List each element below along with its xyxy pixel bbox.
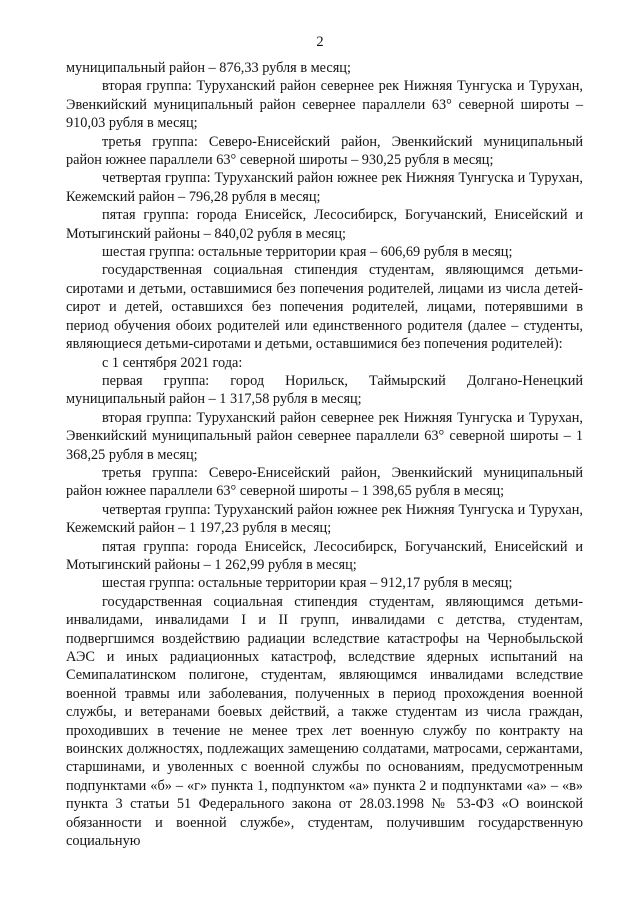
- paragraph: шестая группа: остальные территории края – 606,69 рубля в месяц;: [102, 244, 513, 261]
- paragraph: четвертая группа: Туруханский район южнее рек Нижняя Тунгуска и Турухан, Кежемский район – 796,28 рубля в месяц;: [66, 170, 583, 205]
- paragraph: вторая группа: Туруханский район севернее рек Нижняя Тунгуска и Турухан, Эвенкийский муниципальный район севернее параллели 63° северной широты – 1 368,25 рубля в месяц;: [66, 409, 583, 463]
- paragraph: третья группа: Северо-Енисейский район, Эвенкийский муниципальный район южнее параллели 63° северной широты – 1 398,65 рубля в месяц;: [66, 464, 583, 500]
- paragraph: шестая группа: остальные территории края – 912,17 рубля в месяц;: [102, 575, 513, 592]
- paragraph: вторая группа: Туруханский район севернее рек Нижняя Тунгуска и Турухан, Эвенкийский муниципальный район севернее параллели 63° северной широты – 910,03 рубля в месяц;: [66, 78, 583, 132]
- paragraph: третья группа: Северо-Енисейский район, Эвенкийский муниципальный район южнее параллели 63° северной широты – 930,25 рубля в месяц;: [66, 133, 583, 169]
- paragraph: первая группа: город Норильск, Таймырский Долгано-Ненецкий муниципальный район – 1 317,58 рубля в месяц;: [66, 372, 583, 408]
- paragraph: пятая группа: города Енисейск, Лесосибирск, Богучанский, Енисейский и Мотыгинский районы – 840,02 рубля в месяц;: [66, 207, 583, 242]
- paragraph: муниципальный район – 876,33 рубля в месяц;: [66, 60, 351, 76]
- document-body: [66, 59, 583, 850]
- page-number: 2: [316, 34, 324, 50]
- paragraph: государственная социальная стипендия студентам, являющимся детьми-сиротами и детьми, оставшимися без попечения родителей, лицами из числа детей-сирот и детей, оставшихся без попечения родителей, лицами, потерявшими в период обучения обоих родителей или единственного родителя (далее – студенты, являющиеся детьми-сиротами и детьми, оставшимися без попечения родителей):: [66, 262, 583, 353]
- paragraph: четвертая группа: Туруханский район южнее рек Нижняя Тунгуска и Турухан, Кежемский район – 1 197,23 рубля в месяц;: [66, 501, 583, 537]
- paragraph: с 1 сентября 2021 года:: [102, 354, 243, 371]
- paragraph: государственная социальная стипендия студентам, являющимся детьми-инвалидами, инвалидами I и II групп, инвалидами с детства, студентам, подвергшимся воздействию радиации вследствие катастрофы на Чернобыльской АЭС и иных радиационных катастроф, вследствие ядерных испытаний на Семипалатинском полигоне, студентам, являющимся инвалидами вследствие военной травмы или заболевания, полученных в период прохождения военной службы, и ветеранами боевых действий, а также студентам из числа граждан, проходивших в течение не менее трех лет военную службу по контракту на воинских должностях, подлежащих замещению солдатами, матросами, сержантами, старшинами, и уволенных с военной службы по основаниям, предусмотренным подпунктами «б» – «г» пункта 1, подпунктом «а» пункта 2 и подпунктами «а» – «в» пункта 3 статьи 51 Федерального закона от 28.03.1998 № 53-ФЗ «О воинской обязанности и военной службе», студентам, получившим государственную социальную: [66, 593, 583, 850]
- paragraph: пятая группа: города Енисейск, Лесосибирск, Богучанский, Енисейский и Мотыгинский районы – 1 262,99 рубля в месяц;: [66, 538, 583, 573]
